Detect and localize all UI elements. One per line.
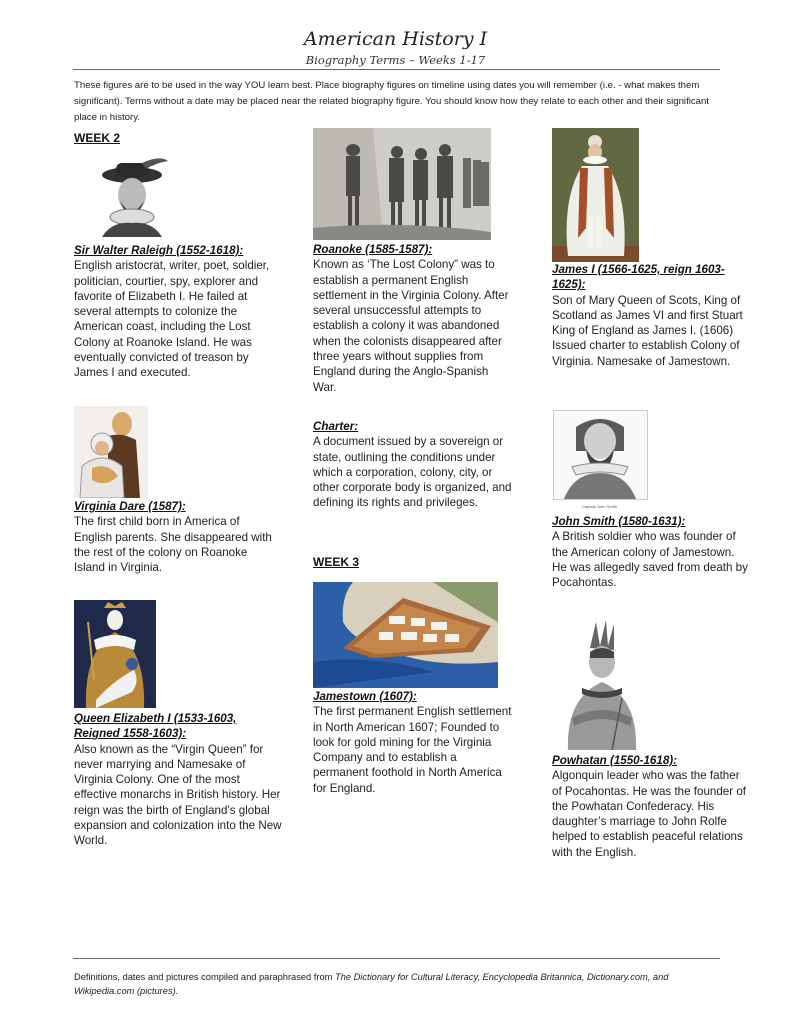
entry-heading: James I (1566-1625, reign 1603-1625): [552,263,725,292]
jamestown-image [313,582,498,688]
footer-source-list: The Dictionary for Cultural Literacy, Encyclopedia Britannica, Dictionary.com, and Wikipedia.com (pictures). [74,972,669,996]
week-2-heading: WEEK 2 [74,131,121,145]
footer-prefix: Definitions, dates and pictures compiled and paraphrased from [74,972,335,982]
james-i-image [552,128,639,262]
entry-body: English aristocrat, writer, poet, soldier, politician, courtier, spy, explorer and favorite of Elizabeth I. He failed at several attempts to colonize the American coast, including the Lost Colony at Roanoke Island. He was eventually convicted of treason by James I and executed. [74,259,270,380]
entry-body: Known as ‘The Lost Colony” was to establish a permanent English settlement in the Virginia Colony. After several unsuccessful attempts to establish a colony it was abandoned when the colonists disappeared after three years without supplies from England during the Anglo-Spanish War. [313,258,509,394]
entry-heading: Virginia Dare (1587): [74,500,186,513]
entry-body: A document issued by a sovereign or state, outlining the conditions under which a corporation, colony, city, or other corporate body is organized, and defining its rights and privileges. [313,435,512,510]
entry-heading: Queen Elizabeth I (1533-1603, Reigned 1558-1603): [74,712,237,741]
entry-body: Algonquin leader who was the father of Pocahontas. He was the founder of the Powhatan Confederacy. His daughter’s marriage to John Rolfe helped to establish peaceful relations with the English. [552,769,746,859]
page-subtitle: Biography Terms – Weeks 1-17 [305,53,486,67]
entry-heading: Roanoke (1585-1587): [313,243,433,256]
queen-elizabeth-image [74,600,156,708]
entry-virginia-dare [74,499,274,575]
entry-heading: John Smith (1580-1631): [552,515,686,528]
entry-james-i [552,262,752,369]
entry-queen-elizabeth [74,711,284,849]
entry-body: Son of Mary Queen of Scots, King of Scotland as James VI and first Stuart King of England as James I. (1606) Issued charter to establish Colony of Virginia. Namesake of Jamestown. [552,293,743,368]
john-smith-caption: Captain John Smith [582,504,617,509]
entry-roanoke [313,242,513,395]
entry-heading: Jamestown (1607): [313,690,417,703]
footer-divider [73,958,720,959]
header-divider [73,69,720,70]
entry-jamestown [313,689,513,796]
entry-body: The first permanent English settlement in North American 1607; Founded to look for gold mining for the Virginia Company and to establish a permanent foothold in North America for England. [313,705,512,795]
entry-heading: Charter: [313,420,359,433]
entry-raleigh [74,243,274,381]
footer-sources [74,970,724,998]
entry-heading: Sir Walter Raleigh (1552-1618): [74,244,244,257]
intro-paragraph: These figures are to be used in the way YOU learn best. Place biography figures on timeline using dates you will remember (i.e. - what makes them significant). Terms without a date may be placed near the related biography figure. You should know how they relate to each other and their significant place in history. [74,80,709,123]
entry-body: A British soldier who was founder of the American colony of Jamestown. He was allegedly saved from death by Pocahontas. [552,530,748,590]
virginia-dare-image [74,406,148,498]
entry-heading: Powhatan (1550-1618): [552,754,678,767]
entry-charter [313,419,513,511]
powhatan-image [552,618,652,750]
entry-john-smith [552,514,752,590]
roanoke-image [313,128,491,240]
john-smith-image [553,410,648,500]
entry-powhatan [552,753,752,860]
raleigh-portrait-image [92,155,172,237]
entry-body: The first child born in America of English parents. She disappeared with the rest of the colony on Roanoke Island in Virginia. [74,515,272,575]
page-title: American History I [303,28,488,50]
week-3-heading: WEEK 3 [313,555,360,569]
entry-body: Also known as the “Virgin Queen” for never marrying and Namesake of Virginia Colony. One of the most effective monarchs in British history. Her reign was the birth of England’s global expansion and colonization into the New World. [74,742,282,848]
